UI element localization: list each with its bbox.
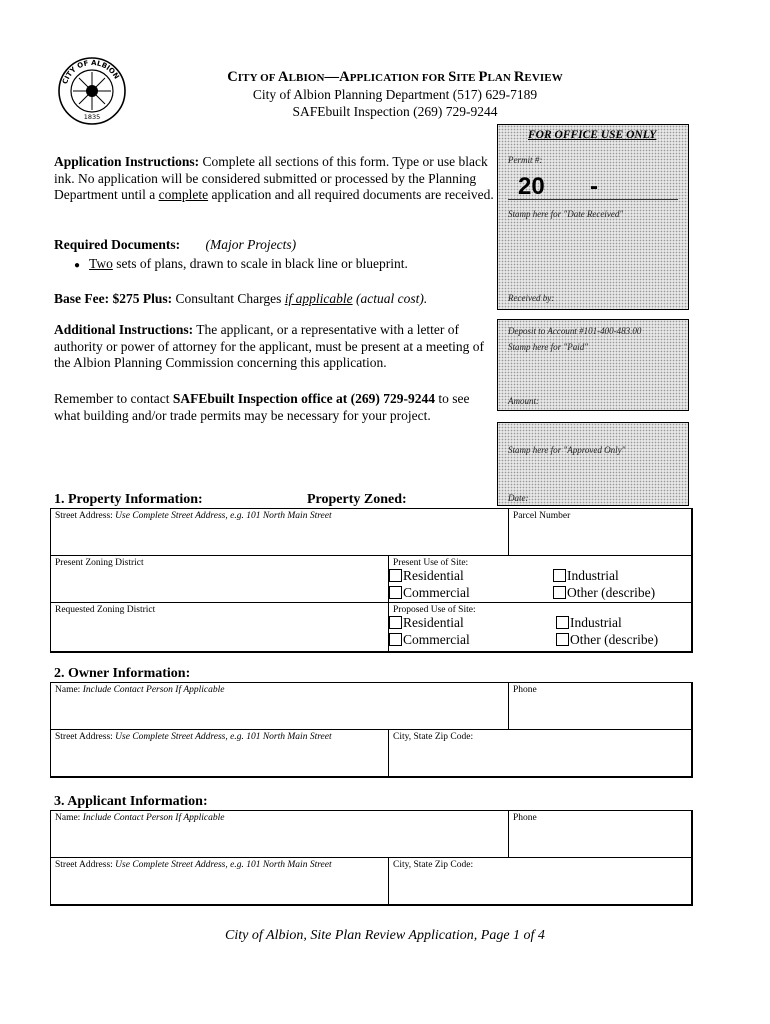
permit-line bbox=[508, 199, 678, 200]
applicant-name-field[interactable]: Name: Include Contact Person If Applicable bbox=[50, 810, 509, 858]
applicant-info-table bbox=[50, 810, 692, 905]
office-use-title: FOR OFFICE USE ONLY bbox=[528, 129, 657, 141]
safebuilt-line: SAFEbuilt Inspection (269) 729-9244 bbox=[292, 104, 498, 119]
owner-phone-field[interactable]: Phone bbox=[508, 682, 693, 730]
proposed-other-option[interactable]: Other (describe) bbox=[556, 632, 658, 648]
deposit-label: Deposit to Account #101-400-483.00 bbox=[508, 326, 642, 336]
bullet-icon: ● bbox=[74, 260, 81, 271]
owner-name-field[interactable]: Name: Include Contact Person If Applicable bbox=[50, 682, 509, 730]
present-commercial-option[interactable]: Commercial bbox=[389, 585, 470, 601]
owner-street-field[interactable]: Street Address: Use Complete Street Address, e.g. 101 North Main Street bbox=[50, 729, 389, 778]
checkbox-icon[interactable] bbox=[389, 616, 402, 629]
required-documents-label: Required Documents: bbox=[54, 237, 181, 252]
amount-label: Amount: bbox=[508, 396, 539, 406]
permit-prefix: 20 bbox=[518, 173, 545, 200]
applicant-street-field[interactable]: Street Address: Use Complete Street Address, e.g. 101 North Main Street bbox=[50, 857, 389, 906]
applicant-phone-field[interactable]: Phone bbox=[508, 810, 693, 858]
svg-text:1835: 1835 bbox=[83, 113, 101, 121]
stamp-paid-label: Stamp here for "Paid" bbox=[508, 342, 588, 352]
office-box-approved bbox=[497, 422, 689, 506]
checkbox-icon[interactable] bbox=[556, 633, 569, 646]
checkbox-icon[interactable] bbox=[556, 616, 569, 629]
present-use-field: Present Use of Site: bbox=[388, 555, 693, 603]
planning-dept-line: City of Albion Planning Department (517) 629-7189 bbox=[252, 87, 538, 102]
present-zoning-field[interactable]: Present Zoning District bbox=[50, 555, 389, 603]
office-box-received bbox=[497, 124, 689, 310]
base-fee: Base Fee: $275 Plus: Consultant Charges if applicable (actual cost). bbox=[54, 291, 428, 306]
required-documents bbox=[54, 237, 494, 254]
application-instructions: Application Instructions: Complete all sections of this form. Type or use black ink. No application will be considered submitted or processed by the Planning Department until a complete application and all required documents are received. bbox=[54, 154, 494, 202]
property-info-heading: 1. Property Information: bbox=[54, 492, 203, 507]
property-zoned-label: Property Zoned: bbox=[307, 492, 407, 507]
svg-text:CITY OF ALBION: CITY OF ALBION bbox=[61, 58, 121, 86]
street-address-field[interactable]: Street Address: Use Complete Street Address, e.g. 101 North Main Street bbox=[50, 508, 509, 556]
permit-label: Permit #: bbox=[508, 155, 543, 165]
checkbox-icon[interactable] bbox=[389, 586, 402, 599]
date-label: Date: bbox=[508, 493, 529, 503]
major-projects-note: (Major Projects) bbox=[205, 237, 297, 252]
present-other-option[interactable]: Other (describe) bbox=[553, 585, 655, 601]
office-use-panel bbox=[497, 124, 689, 506]
applicant-info-heading: 3. Applicant Information: bbox=[54, 794, 208, 809]
owner-info-table bbox=[50, 682, 692, 777]
proposed-commercial-option[interactable]: Commercial bbox=[389, 632, 470, 648]
office-box-paid bbox=[497, 319, 689, 411]
form-title: CITY OF ALBION—APPLICATION FOR SITE PLAN REVIEW bbox=[227, 69, 563, 85]
present-residential-option[interactable]: Residential bbox=[389, 568, 464, 584]
proposed-residential-option[interactable]: Residential bbox=[389, 615, 464, 631]
required-item-plans: ● Two sets of plans, drawn to scale in black line or blueprint. bbox=[74, 256, 408, 271]
proposed-use-field: Proposed Use of Site: bbox=[388, 602, 693, 653]
stamp-approved-label: Stamp here for "Approved Only" bbox=[508, 445, 626, 455]
additional-instructions: Additional Instructions: The applicant, or a representative with a letter of authority or power of attorney for the applicant, must be present at a meeting of the Albion Planning Commission concerning this application. bbox=[54, 322, 484, 370]
permit-dash: - bbox=[590, 173, 598, 200]
checkbox-icon[interactable] bbox=[389, 569, 402, 582]
applicant-city-field[interactable]: City, State Zip Code: bbox=[388, 857, 693, 906]
present-industrial-option[interactable]: Industrial bbox=[553, 568, 619, 584]
stamp-received-label: Stamp here for "Date Received" bbox=[508, 209, 624, 219]
page-footer: City of Albion, Site Plan Review Application, Page 1 of 4 bbox=[225, 928, 545, 943]
requested-zoning-field[interactable]: Requested Zoning District bbox=[50, 602, 389, 653]
proposed-industrial-option[interactable]: Industrial bbox=[556, 615, 622, 631]
received-by-label: Received by: bbox=[508, 293, 555, 303]
owner-city-field[interactable]: City, State Zip Code: bbox=[388, 729, 693, 778]
city-seal-logo bbox=[57, 56, 127, 126]
safebuilt-reminder: Remember to contact SAFEbuilt Inspection office at (269) 729-9244 to see what building and/or trade permits may be necessary for your project. bbox=[54, 391, 470, 423]
checkbox-icon[interactable] bbox=[553, 569, 566, 582]
owner-info-heading: 2. Owner Information: bbox=[54, 666, 191, 681]
checkbox-icon[interactable] bbox=[389, 633, 402, 646]
parcel-number-field[interactable]: Parcel Number bbox=[508, 508, 693, 556]
checkbox-icon[interactable] bbox=[553, 586, 566, 599]
app-instructions-label: Application Instructions: bbox=[54, 154, 200, 169]
